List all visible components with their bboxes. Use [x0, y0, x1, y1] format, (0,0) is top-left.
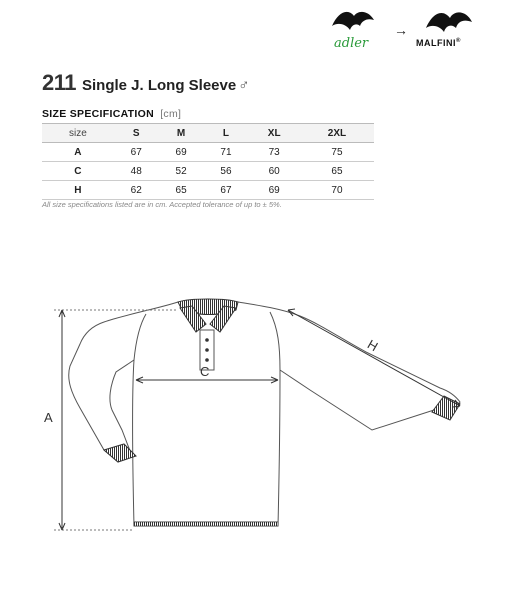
size-table	[42, 123, 374, 200]
right-armhole-seam	[270, 312, 280, 370]
malfini-eagle-icon	[424, 6, 474, 36]
table-cell: 73	[248, 143, 300, 162]
collar	[178, 299, 238, 332]
dimension-label-a: A	[44, 410, 53, 425]
row-label-c: C	[42, 162, 114, 181]
table-cell: 62	[114, 181, 159, 200]
row-label-h: H	[42, 181, 114, 200]
header-m: M	[159, 124, 204, 143]
table-row	[42, 143, 374, 162]
dimension-label-c: C	[200, 364, 210, 379]
dimension-line-h	[288, 310, 460, 406]
header-xl: XL	[248, 124, 300, 143]
table-cell: 48	[114, 162, 159, 181]
adler-logo	[330, 6, 380, 56]
header-s: S	[114, 124, 159, 143]
size-table-header	[42, 124, 374, 143]
table-cell: 69	[248, 181, 300, 200]
left-armhole-seam	[134, 314, 146, 360]
tolerance-note: All size specifications listed are in cm. Accepted tolerance of up to ± 5%.	[42, 200, 282, 209]
header-size: size	[42, 124, 114, 143]
male-symbol-icon: ♂	[238, 77, 250, 94]
header-l: L	[204, 124, 249, 143]
adler-eagle-icon	[330, 6, 376, 36]
table-cell: 71	[204, 143, 249, 162]
table-cell: 60	[248, 162, 300, 181]
malfini-logo	[416, 6, 496, 56]
size-spec-title: SIZE SPECIFICATION	[42, 108, 154, 120]
adler-wordmark: adler	[334, 36, 369, 51]
product-code: 211	[42, 70, 76, 95]
header-2xl: 2XL	[300, 124, 374, 143]
table-cell: 70	[300, 181, 374, 200]
table-cell: 67	[204, 181, 249, 200]
table-cell: 52	[159, 162, 204, 181]
registered-mark: ®	[456, 38, 461, 44]
product-title	[42, 70, 249, 96]
garment-diagram	[0, 280, 510, 600]
table-cell: 65	[300, 162, 374, 181]
dimension-label-h: H	[364, 336, 381, 355]
table-row	[42, 162, 374, 181]
table-cell: 56	[204, 162, 249, 181]
hem-rib	[134, 522, 278, 526]
polo-shirt-drawing	[0, 280, 510, 600]
arrow-right-icon: →	[394, 22, 408, 38]
brand-logos	[330, 6, 500, 56]
table-cell: 69	[159, 143, 204, 162]
table-row	[42, 181, 374, 200]
left-cuff	[104, 444, 136, 462]
size-spec-heading	[42, 108, 181, 120]
shirt-body-outline	[69, 302, 460, 526]
table-cell: 75	[300, 143, 374, 162]
table-cell: 65	[159, 181, 204, 200]
malfini-wordmark	[416, 38, 461, 48]
product-name: Single J. Long Sleeve	[82, 77, 237, 94]
row-label-a: A	[42, 143, 114, 162]
size-spec-unit: [cm]	[160, 108, 182, 120]
malfini-name: MALFINI	[416, 38, 456, 48]
right-cuff	[432, 396, 460, 420]
table-cell: 67	[114, 143, 159, 162]
